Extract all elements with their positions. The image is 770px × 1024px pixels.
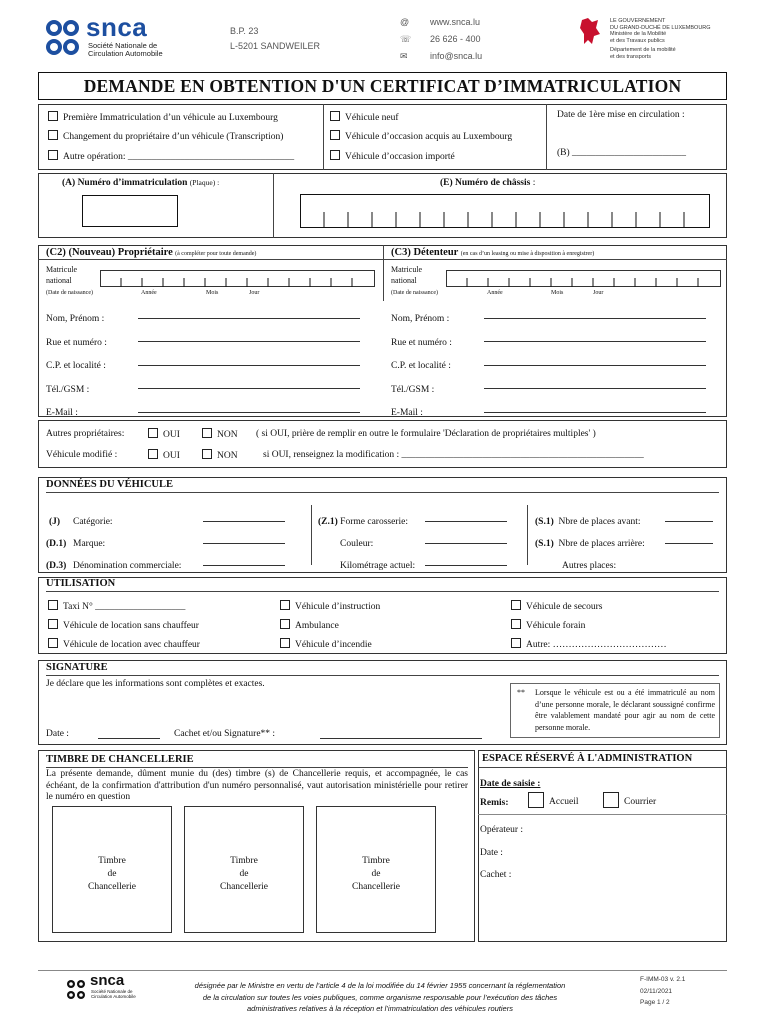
form-title: DEMANDE EN OBTENTION D'UN CERTIFICAT D’IMMATRICULATION (83, 76, 682, 96)
owner-matricule-dividers (100, 278, 375, 287)
owner-fields: Nom, Prénom : Rue et numéro : C.P. et localité : Tél./GSM : E-Mail : (46, 314, 107, 418)
vehicle-col3: (S.1) Nbre de places avant: (S.1) Nbre de places arrière: Autres places: (535, 517, 645, 571)
category-input[interactable] (203, 521, 285, 522)
holder-birth-label: (Date de naissance) (391, 290, 438, 296)
usage-rent-no-driver[interactable]: Véhicule de location sans chauffeur (48, 617, 200, 636)
usage-title: UTILISATION (46, 578, 116, 589)
contact-block (400, 14, 482, 65)
brand-input[interactable] (203, 543, 285, 544)
holder-matricule-label: Matricule national (391, 265, 423, 285)
commercial-name-input[interactable] (203, 565, 285, 566)
modified-note[interactable]: si OUI, renseignez la modification : ___________________________________________________ (263, 450, 644, 460)
usage-other[interactable]: Autre: ……………………………… (511, 636, 667, 655)
color-input[interactable] (425, 543, 507, 544)
signature-input[interactable] (320, 738, 482, 739)
other-owners-note: ( si OUI, prière de remplir en outre le formulaire 'Déclaration de propriétaires multiples' ) (256, 429, 596, 439)
option-used-lux[interactable]: Véhicule d’occasion acquis au Luxembourg (330, 130, 512, 142)
usage-col1 (48, 598, 200, 655)
signature-date-input[interactable] (98, 738, 160, 739)
signature-date-label: Date : (46, 729, 69, 739)
checkbox[interactable] (528, 792, 544, 808)
footer-logo-text: snca (90, 972, 125, 989)
checkbox[interactable] (280, 619, 290, 629)
timbre-title: TIMBRE DE CHANCELLERIE (46, 754, 194, 765)
stamp-slot-2: Timbre de Chancellerie (184, 806, 304, 933)
front-seats-input[interactable] (665, 521, 713, 522)
usage-col3 (511, 598, 667, 655)
checkbox[interactable] (511, 600, 521, 610)
owner-street-input[interactable] (138, 341, 360, 342)
first-circulation-date-field[interactable]: (B) ________________________ (557, 148, 687, 158)
owner-cp-input[interactable] (138, 365, 360, 366)
checkbox[interactable] (48, 111, 58, 121)
holder-name-input[interactable] (484, 318, 706, 319)
phone-number: 26 626 - 400 (430, 34, 481, 44)
usage-rescue[interactable]: Véhicule de secours (511, 598, 667, 617)
signature-declaration: Je déclare que les informations sont complètes et exactes. (46, 679, 265, 689)
vehicle-title: DONNÉES DU VÉHICULE (46, 479, 173, 490)
signature-note: Lorsque le véhicule est ou a été immatriculé au nom d’une personne morale, le déclarant soussigné confirme être valablement mandaté pour agir au nom de cette personne morale. (535, 688, 715, 732)
checkbox[interactable] (48, 150, 58, 160)
plate-input[interactable] (82, 195, 178, 227)
chassis-dividers (300, 212, 710, 228)
footer-text: désignée par le Ministre en vertu de l’article 4 de la loi modifiée du 14 février 1955 concernant la réglementation de la circulation sur toutes les voies publiques, comme organisme responsable pour l’exécution des tâches administratives relatives à la réception et l’immatriculation des véhicules routiers (194, 981, 566, 1013)
checkbox[interactable] (280, 600, 290, 610)
modified-oui[interactable]: OUI (148, 449, 180, 461)
usage-instruction[interactable]: Véhicule d’instruction (280, 598, 380, 617)
plate-label: (A) Numéro d’immatriculation (Plaque) : (62, 178, 220, 188)
usage-fair[interactable]: Véhicule forain (511, 617, 667, 636)
government-logo: LE GOUVERNEMENT DU GRAND-DUCHÉ DE LUXEMBOURG Ministère de la Mobilité et des Travaux publics Département de la mobilité et des transports (578, 16, 728, 62)
signature-title: SIGNATURE (46, 662, 108, 673)
option-used-imported[interactable]: Véhicule d’occasion importé (330, 150, 455, 162)
usage-taxi[interactable]: Taxi N° ___________________ (48, 598, 200, 617)
holder-street-input[interactable] (484, 341, 706, 342)
footer-logo: snca Société Nationale de Circulation Automobile (66, 976, 156, 1010)
holder-title: (C3) Détenteur (en cas d’un leasing ou mise à disposition à enregistrer) (391, 247, 595, 258)
checkbox[interactable] (202, 449, 212, 459)
checkbox[interactable] (48, 600, 58, 610)
modified-label: Véhicule modifié : (46, 450, 118, 460)
owner-tel-input[interactable] (138, 388, 360, 389)
form-title-box (38, 72, 727, 100)
envelope-icon: ✉ (400, 51, 408, 61)
phone-icon: ☏ (400, 34, 412, 44)
checkbox[interactable] (330, 150, 340, 160)
holder-matricule-dividers (446, 278, 721, 287)
signature-note-star: ** (517, 688, 525, 697)
chassis-dividers-graphic (300, 212, 710, 228)
usage-rent-driver[interactable]: Véhicule de location avec chauffeur (48, 636, 200, 655)
checkbox[interactable] (148, 428, 158, 438)
stamp-slot-3: Timbre de Chancellerie (316, 806, 436, 933)
holder-mail-input[interactable] (484, 412, 706, 413)
holder-tel-input[interactable] (484, 388, 706, 389)
snca-logo-text: snca (86, 12, 148, 42)
owner-name-input[interactable] (138, 318, 360, 319)
extra-box (38, 420, 727, 468)
page-number: Page 1 / 2 (640, 999, 670, 1006)
usage-ambulance[interactable]: Ambulance (280, 617, 380, 636)
checkbox[interactable] (511, 638, 521, 648)
other-owners-label: Autres propriétaires: (46, 429, 125, 439)
checkbox[interactable] (330, 111, 340, 121)
body-shape-input[interactable] (425, 521, 507, 522)
checkbox[interactable] (202, 428, 212, 438)
usage-col2 (280, 598, 380, 655)
checkbox[interactable] (330, 130, 340, 140)
timbre-text: La présente demande, dûment munie du (des) timbre (s) de Chancellerie requis, et accompagnée, le cas échéant, de la confirmation d'attribution d'un numéro personnalisé, vaut autorisation ministérielle pour retirer le numéro en question (46, 769, 468, 802)
option-owner-change[interactable]: Changement du propriétaire d’un véhicule (Transcription) (48, 130, 283, 142)
owner-birth-label: (Date de naissance) (46, 290, 93, 296)
checkbox[interactable] (48, 130, 58, 140)
holder-fields: Nom, Prénom : Rue et numéro : C.P. et localité : Tél./GSM : E-Mail : (391, 314, 452, 418)
footer-ref: F-IMM-03 v. 2.1 02/11/2021 Page 1 / 2 (640, 974, 685, 1009)
admin-date: Date : (480, 848, 503, 858)
holder-cp-input[interactable] (484, 365, 706, 366)
checkbox[interactable] (48, 619, 58, 629)
other-owners-non[interactable]: NON (202, 428, 238, 440)
admin-remis-courrier[interactable]: Courrier (603, 792, 656, 810)
owner-title: (C2) (Nouveau) Propriétaire (à compléter pour toute demande) (46, 247, 257, 258)
admin-operator: Opérateur : (480, 825, 523, 835)
owner-mail-input[interactable] (138, 412, 360, 413)
at-icon: @ (400, 17, 410, 27)
address-block: B.P. 23 L-5201 SANDWEILER (230, 26, 321, 51)
website-link[interactable]: www.snca.lu (430, 17, 481, 27)
email-link[interactable]: info@snca.lu (430, 51, 483, 61)
usage-fire[interactable]: Véhicule d’incendie (280, 636, 380, 655)
snca-logo-subtitle: Société Nationale de Circulation Automobile (88, 41, 163, 58)
first-circulation-date-label: Date de 1ère mise en circulation : (557, 110, 685, 120)
checkbox[interactable] (603, 792, 619, 808)
admin-entry-date: Date de saisie : (480, 779, 541, 789)
option-other-operation[interactable]: Autre opération: ___________________________________ (48, 150, 294, 162)
checkbox[interactable] (148, 449, 158, 459)
snca-logo-icon (44, 18, 82, 58)
option-first-registration[interactable]: Première Immatriculation d’un véhicule au Luxembourg (48, 111, 278, 123)
mileage-input[interactable] (425, 565, 507, 566)
checkbox[interactable] (511, 619, 521, 629)
vehicle-col1: (J) Catégorie: (D.1) Marque: (D.3) Dénomination commerciale: (46, 517, 182, 571)
admin-cachet: Cachet : (480, 870, 512, 880)
admin-remis-accueil[interactable]: Accueil (528, 792, 579, 810)
chassis-label: (E) Numéro de châssis : (440, 178, 536, 188)
rear-seats-input[interactable] (665, 543, 713, 544)
signature-cachet-label: Cachet et/ou Signature** : (174, 729, 276, 739)
admin-remis-label: Remis: (480, 798, 509, 808)
owner-matricule-label: Matricule national (46, 265, 78, 285)
admin-title: ESPACE RÉSERVÉ À L'ADMINISTRATION (482, 753, 693, 764)
vehicle-col2: (Z.1) Forme carosserie: Couleur: Kilométrage actuel: (318, 517, 416, 571)
other-owners-oui[interactable]: OUI (148, 428, 180, 440)
checkbox[interactable] (280, 638, 290, 648)
checkbox[interactable] (48, 638, 58, 648)
lion-icon (578, 16, 602, 46)
modified-non[interactable]: NON (202, 449, 238, 461)
stamp-slot-1: Timbre de Chancellerie (52, 806, 172, 933)
footer-logo-icon (66, 978, 86, 1002)
option-new-vehicle[interactable]: Véhicule neuf (330, 111, 399, 123)
snca-logo (44, 12, 164, 60)
